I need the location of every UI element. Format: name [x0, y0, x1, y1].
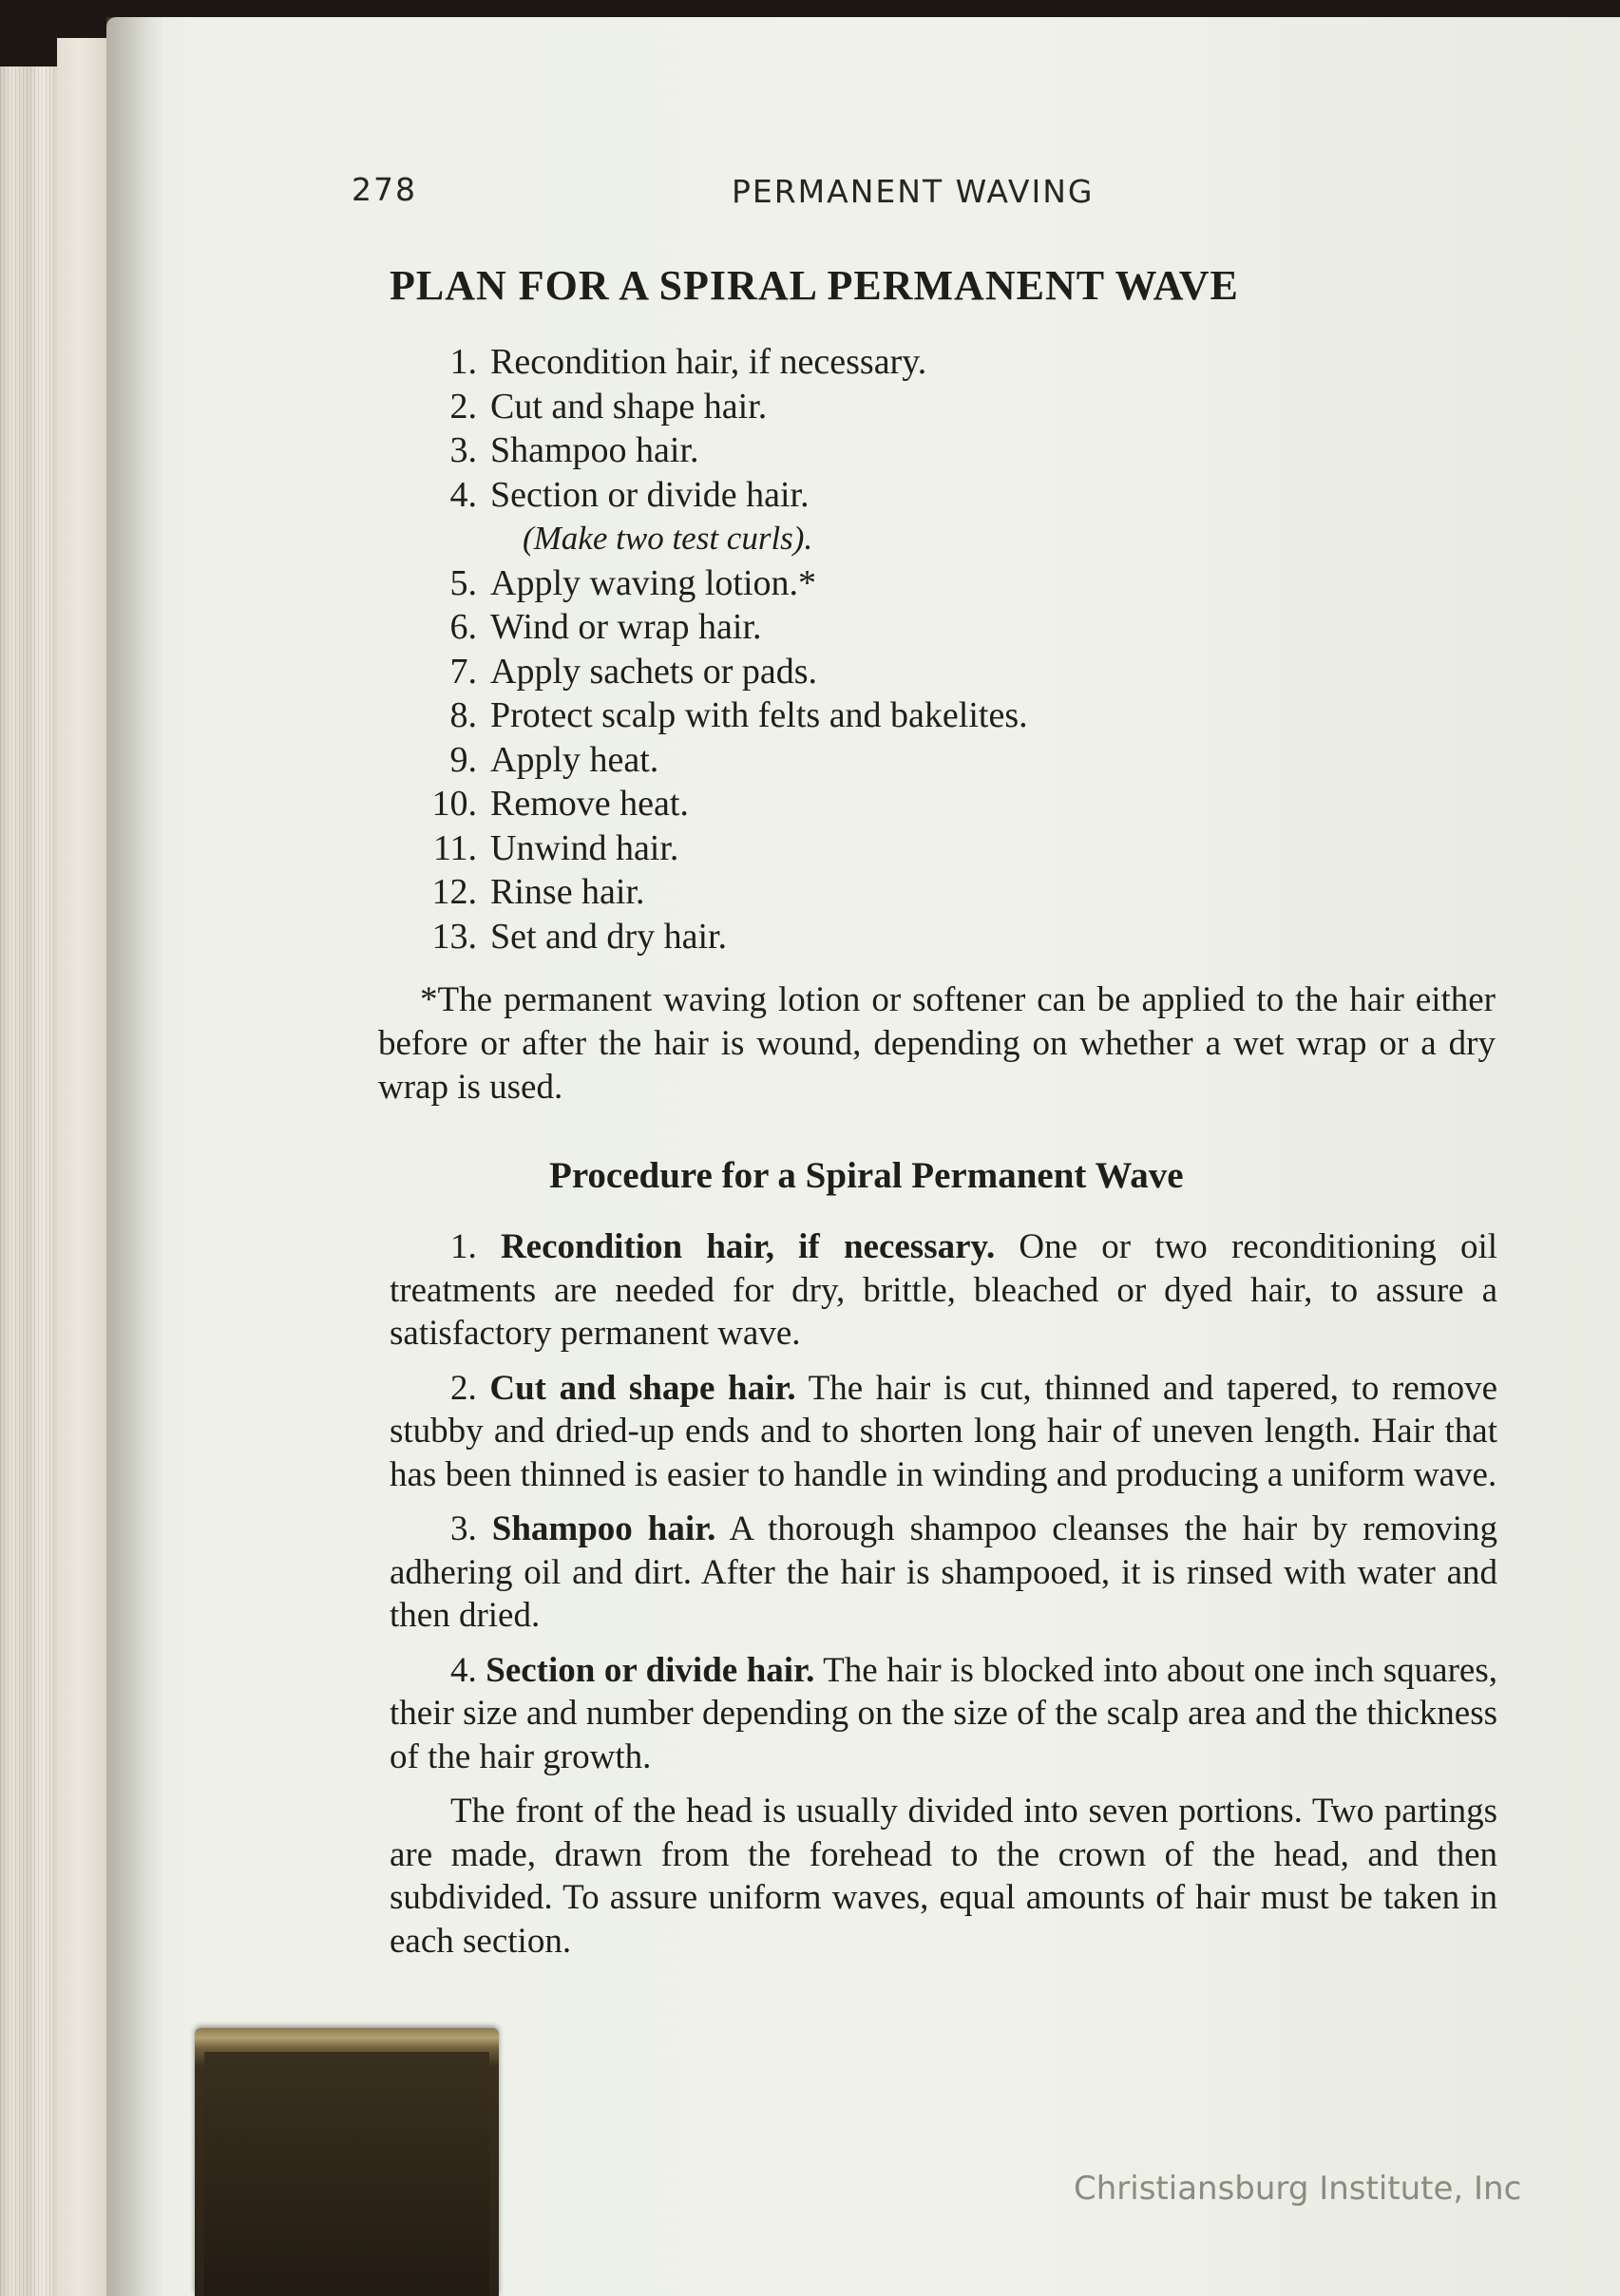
list-item: 12. Rinse hair.	[431, 872, 645, 912]
list-item: 13. Set and dry hair.	[431, 916, 728, 957]
list-item: 2. Cut and shape hair.	[449, 386, 768, 427]
footnote	[378, 978, 1496, 1110]
list-item: 9. Apply heat.	[449, 739, 659, 780]
watermark: Christiansburg Institute, Inc	[1074, 2170, 1522, 2208]
list-item: 4. Section or divide hair.	[449, 474, 810, 515]
plan-steps-list	[409, 340, 1264, 958]
book-clamp-face	[204, 2052, 489, 2296]
list-item: 1. Recondition hair, if necessary.	[449, 342, 927, 382]
list-item: 11. Unwind hair.	[432, 827, 679, 868]
procedure-paragraph: 2. Cut and shape hair. The hair is cut, thinned and tapered, to remove stubby and dried-up ends and to shorten long hair of uneven length. Hair that has been thinned is easier to handle in winding and producing a uniform wave.	[390, 1368, 1498, 1494]
list-item: 3. Shampoo hair.	[449, 430, 699, 470]
list-item: 5. Apply waving lotion.*	[449, 562, 817, 603]
footnote-text: *The permanent waving lotion or softener can be applied to the hair either before or after the hair is wound, depending on whether a wet wrap or a dry wrap is used.	[378, 980, 1496, 1107]
paragraph-heading: Cut and shape hair.	[489, 1368, 796, 1408]
list-item: 6. Wind or wrap hair.	[449, 607, 762, 647]
procedure-body	[390, 1225, 1497, 1974]
step-note: (Make two test curls).	[523, 520, 813, 557]
procedure-title: Procedure for a Spiral Permanent Wave	[549, 1155, 1184, 1196]
paragraph-heading: Shampoo hair.	[491, 1509, 716, 1548]
procedure-paragraph: 1. Recondition hair, if necessary. One or two reconditioning oil treatments are needed for dry, brittle, bleached or dyed hair, to assure a satisfactory permanent wave.	[390, 1227, 1498, 1353]
page-number: 278	[352, 171, 417, 208]
plan-title: PLAN FOR A SPIRAL PERMANENT WAVE	[390, 262, 1239, 309]
gutter-shadow	[106, 17, 163, 2296]
list-item: 10. Remove heat.	[431, 784, 689, 824]
running-title: PERMANENT WAVING	[732, 173, 1095, 210]
procedure-paragraph: 3. Shampoo hair. A thorough shampoo cleanses the hair by removing adhering oil and dirt. After the hair is shampooed, it is rinsed with water and then dried.	[390, 1509, 1498, 1635]
list-item: 8. Protect scalp with felts and bakelites.	[449, 695, 1028, 735]
procedure-paragraph: 4. Section or divide hair. The hair is blocked into about one inch squares, their size and number depending on the size of the scalp area and the thickness of the hair growth.	[390, 1650, 1497, 1776]
paragraph-heading: Recondition hair, if necessary.	[500, 1227, 996, 1266]
procedure-paragraph: The front of the head is usually divided into seven portions. Two partings are made, drawn from the forehead to the crown of the head, and then subdivided. To assure uniform waves, equal amounts of hair must be taken in each section.	[390, 1792, 1497, 1961]
page-stack-edge	[57, 38, 114, 2296]
paragraph-heading: Section or divide hair.	[486, 1650, 815, 1690]
list-item: 7. Apply sachets or pads.	[449, 651, 818, 692]
